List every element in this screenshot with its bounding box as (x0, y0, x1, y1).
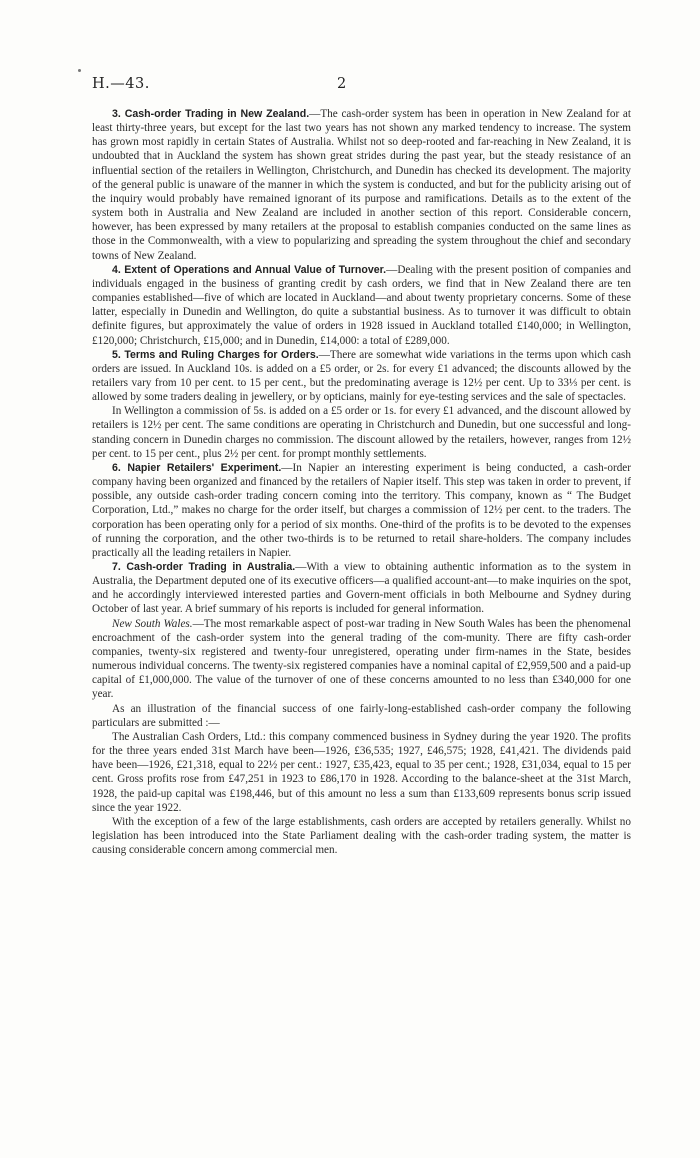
section-6-text: —In Napier an interesting experiment is being conducted, a cash-order company having been organized and financed by the retailers of Napier itself. This step was taken in order to prevent, if possible, any outside cash-order trading concern coming into the territory. This company, known as “ The Budget Corporation, Ltd.,” makes no charge for the order itself, but charges a commission of 12½ per cent. to the traders. The corporation has been operating only for a period of six months. One-third of the profits is to be devoted to the expenses of running the corporation, and the other two-thirds is to be returned to retail share-holders. The company includes practically all the leading retailers in Napier. (92, 461, 631, 559)
document-body (92, 107, 631, 857)
nsw-label: New South Wales. (112, 617, 193, 630)
section-3-heading: 3. Cash-order Trading in New Zealand. (112, 108, 310, 120)
section-7-paragraph (92, 560, 631, 617)
nsw-text: —The most remarkable aspect of post-war trading in New South Wales has been the phenomenal encroachment of the cash-order system into the general trading of the com-munity. There are fifty cash-order companies, twenty-six registered and twenty-four unregistered, operating under firm-names in the State, besides numerous individual concerns. The twenty-six registered companies have a nominal capital of £2,959,500 and a paid-up capital of £1,000,000. The value of the turnover of one of these concerns amounted to no less than £340,000 for one year. (92, 617, 632, 701)
section-3-paragraph (92, 107, 631, 263)
margin-mark (78, 69, 81, 72)
page-header (92, 76, 612, 96)
section-4-heading: 4. Extent of Operations and Annual Value of Turnover. (112, 263, 387, 276)
section-5-paragraph (92, 348, 631, 405)
page-number: 2 (337, 76, 347, 92)
section-5-paragraph-2: In Wellington a commission of 5s. is added on a £5 order or 1s. for every £1 advanced, and the discount allowed by retailers is 12½ per cent. The same conditions are operating in Christchurch and Dunedin, but one successful and long-standing concern in Dunedin charges no commission. The discount allowed by the retailers, however, ranges from 12½ per cent. to 15 per cent., plus 2½ per cent. for prompt monthly settlements. (92, 405, 631, 460)
section-5-text: —There are somewhat wide variations in the terms upon which cash orders are issued. In Auckland 10s. is added on a £5 order, or 2s. for every £1 advanced; the discounts allowed by the retailers vary from 10 per cent. to 15 per cent., but the predominating average is 12½ per cent. Up to 33⅓ per cent. is allowed by some traders dealing in jewellery, or by opticians, mainly for eye-testing services and the sale of spectacles. (92, 348, 631, 404)
section-7-text: —With a view to obtaining authentic information as to the system in Australia, the Department deputed one of its executive officers—a qualified account-ant—to make inquiries on the spot, and he accordingly interviewed interested parties and Govern-ment officials in both Melbourne and Sydney during October of last year. A brief summary of his reports is included for general information. (92, 561, 631, 616)
section-6-heading: 6. Napier Retailers' Experiment. (112, 461, 282, 474)
company-paragraph: The Australian Cash Orders, Ltd.: this company commenced business in Sydney during the year 1920. The profits for the three years ended 31st March have been—1926, £36,535; 1927, £46,575; 1928, £41,421. The dividends paid have been—1926, £21,318, equal to 22½ per cent.: 1927, £35,423, equal to 35 per cent.; 1928, £31,034, equal to 15 per cent. Gross profits rose from £47,251 in 1923 to £86,170 in 1928. According to the balance-sheet at the 31st March, 1928, the paid-up capital was £198,446, but of this amount no less a sum than £133,609 represents bonus scrip issued since the year 1922. (92, 730, 631, 814)
section-7-heading: 7. Cash-order Trading in Australia. (112, 561, 296, 573)
section-4-paragraph (92, 263, 631, 348)
section-6-paragraph (92, 461, 631, 560)
document-reference: H.—43. (92, 76, 150, 92)
section-3-text: —The cash-order system has been in operation in New Zealand for at least thirty-three years, but except for the last two years has not shown any marked tendency to increase. The system has grown most rapidly in certain States of Australia. Whilst not so deep-rooted and far-reaching in New Zealand, it is undoubted that in Auckland the system has shown great strides during the past year, but the steady resistance of an influential section of the retailers in Wellington, Christchurch, and Dunedin has checked its development. The majority of the general public is unaware of the manner in which the system is conducted, and but for the publicity arising out of the inquiry would probably have remained ignorant of its purpose and ramifications. Details as to the extent of the system both in Australia and New Zealand are included in another section of this report. Considerable concern, however, has been expressed by many retailers at the proposal to establish companies conducted on the same lines as those in the Commonwealth, with a view to popularizing and spreading the system throughout the chief and secondary towns of New Zealand. (92, 108, 631, 262)
closing-paragraph: With the exception of a few of the large establishments, cash orders are accepted by retailers generally. Whilst no legislation has been introduced into the State Parliament dealing with the cash-order trading system, the matter is causing considerable concern among commercial men. (92, 815, 631, 857)
section-4-text: —Dealing with the present position of companies and individuals engaged in the business of granting credit by cash orders, we find that in New Zealand there are ten companies established—five of which are located in Auckland—and about twenty proprietary concerns. Some of these latter, especially in Dunedin and Wellington, do quite a substantial business. As to turnover it was difficult to obtain definite figures, but approximately the value of orders in 1928 issued in Auckland totalled £140,000; in Wellington, £120,000; Christchurch, £15,000; and in Dunedin, £14,000: a total of £289,000. (92, 263, 631, 347)
nsw-paragraph (92, 617, 631, 702)
illustration-paragraph: As an illustration of the financial success of one fairly-long-established cash-order company the following particulars are submitted :— (92, 702, 631, 729)
section-5-heading: 5. Terms and Ruling Charges for Orders. (112, 348, 319, 361)
